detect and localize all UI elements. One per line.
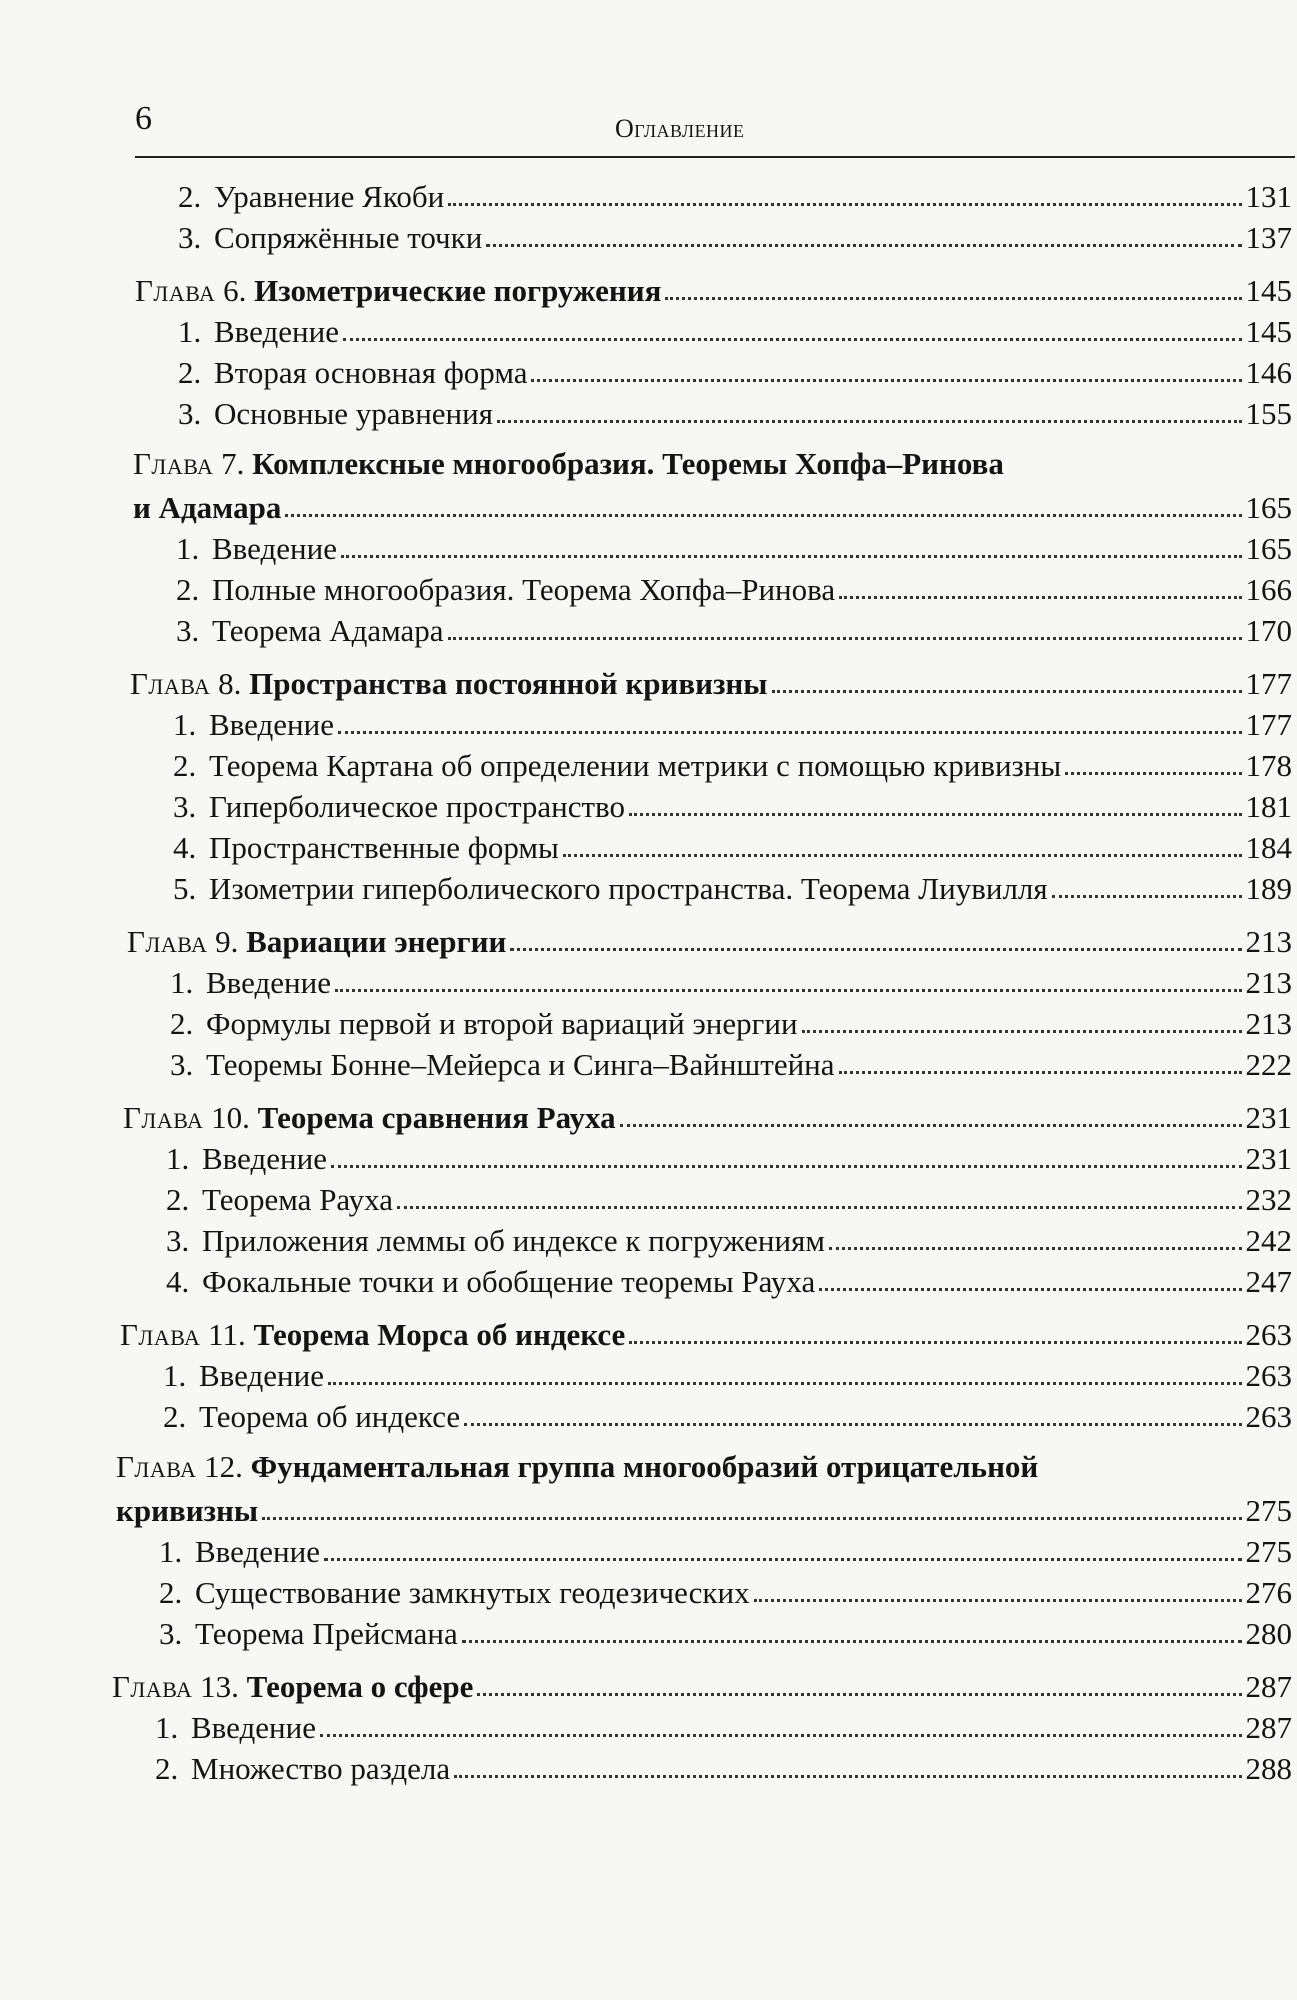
chapter-label: Глава: [116, 1449, 197, 1484]
page-ref: 276: [1245, 1575, 1292, 1610]
section-number: 3.: [170, 1047, 194, 1082]
toc-section-row-label: [163, 1360, 324, 1391]
chapter-label: Глава: [112, 1669, 193, 1704]
dot-leader: [262, 1517, 1241, 1520]
toc-chapter-row-label: [116, 1495, 258, 1526]
chapter-label: Глава: [135, 273, 216, 308]
toc-section-row-label: [173, 873, 1048, 904]
toc-section-row: [166, 1171, 1292, 1215]
toc-section-row-label: [163, 1401, 460, 1432]
page-ref: 231: [1245, 1100, 1292, 1135]
dot-leader: [397, 1206, 1242, 1209]
section-title: Теоремы Бонне–Мейерса и Синга–Вайнштейна: [206, 1047, 835, 1082]
page-ref: 166: [1245, 572, 1292, 607]
dot-leader: [448, 637, 1242, 640]
section-title: Гиперболическое пространство: [209, 789, 625, 824]
section-number: 2.: [166, 1182, 190, 1217]
chapter-heading: [133, 446, 1004, 482]
section-number: 2.: [178, 179, 202, 214]
section-number: 2.: [178, 355, 202, 390]
chapter-number: 12.: [204, 1449, 243, 1484]
dot-leader: [285, 514, 1241, 517]
toc-section-row-label: [178, 222, 482, 253]
page-ref: 231: [1245, 1141, 1292, 1176]
chapter-title: Изометрические погружения: [254, 273, 662, 308]
toc-section-row: [163, 1347, 1292, 1391]
toc-section-row-label: [170, 1049, 835, 1080]
section-number: 1.: [166, 1141, 190, 1176]
section-title: Пространственные формы: [209, 830, 559, 865]
toc-chapter-row: [130, 655, 1292, 699]
chapter-label: Глава: [120, 1317, 201, 1352]
section-number: 1.: [178, 314, 202, 349]
toc-section-row-label: [173, 832, 559, 863]
toc-chapter-row-label: [127, 926, 506, 957]
section-number: 4.: [166, 1264, 190, 1299]
toc-section-row: [166, 1253, 1292, 1297]
toc-section-row: [155, 1740, 1292, 1784]
section-number: 3.: [178, 396, 202, 431]
section-number: 2.: [173, 748, 197, 783]
toc-section-row-label: [178, 181, 444, 212]
section-number: 1.: [176, 531, 200, 566]
toc-section-row-label: [159, 1577, 750, 1608]
section-title: Приложения леммы об индексе к погружениям: [202, 1223, 825, 1258]
dot-leader: [486, 244, 1241, 247]
section-title: Введение: [202, 1141, 327, 1176]
page-ref: 287: [1245, 1669, 1292, 1704]
section-number: 2.: [163, 1399, 187, 1434]
toc-section-row: [166, 1130, 1292, 1174]
toc-section-row: [173, 696, 1292, 740]
toc-section-row: [178, 344, 1292, 388]
toc-section-row-label: [170, 1008, 798, 1039]
section-number: 2.: [170, 1006, 194, 1041]
toc-section-row: [178, 303, 1292, 347]
section-title: Введение: [214, 314, 339, 349]
dot-leader: [448, 203, 1241, 206]
chapter-number: 8.: [218, 666, 242, 701]
page-ref: 184: [1245, 830, 1292, 865]
dot-leader: [819, 1288, 1241, 1291]
section-number: 3.: [166, 1223, 190, 1258]
section-number: 3.: [173, 789, 197, 824]
toc-section-row: [173, 778, 1292, 822]
page-ref: 263: [1245, 1399, 1292, 1434]
toc-section-row: [170, 954, 1292, 998]
dot-leader: [341, 555, 1242, 558]
toc-section-row: [173, 737, 1292, 781]
section-number: 3.: [178, 220, 202, 255]
page-ref: 288: [1245, 1751, 1292, 1786]
dot-leader: [477, 1693, 1241, 1696]
chapter-number: 6.: [223, 273, 247, 308]
dot-leader: [510, 948, 1241, 951]
toc-section-row: [176, 602, 1292, 646]
header-rule: [135, 156, 1295, 158]
section-number: 2.: [176, 572, 200, 607]
page-ref: 177: [1245, 666, 1292, 701]
page-ref: 178: [1245, 748, 1292, 783]
section-number: 4.: [173, 830, 197, 865]
toc-section-row: [159, 1564, 1292, 1608]
section-number: 1.: [170, 965, 194, 1000]
toc-section-row-label: [166, 1266, 815, 1297]
toc-section-row-label: [176, 533, 337, 564]
toc-section-row-label: [159, 1618, 458, 1649]
chapter-label: Глава: [133, 446, 214, 481]
dot-leader: [1065, 772, 1241, 775]
toc-section-row-label: [155, 1753, 450, 1784]
chapter-title-continued: и Адамара: [133, 490, 282, 525]
page-ref: 189: [1245, 871, 1292, 906]
section-title: Теорема Рауха: [202, 1182, 393, 1217]
toc-section-row-label: [170, 967, 331, 998]
toc-section-row: [170, 1036, 1292, 1080]
toc-section-row-label: [155, 1712, 316, 1743]
dot-leader: [563, 854, 1242, 857]
chapter-heading: [116, 1449, 1038, 1485]
toc-section-row: [176, 520, 1292, 564]
page-header: [135, 100, 1295, 160]
section-number: 2.: [159, 1575, 183, 1610]
page-ref: 181: [1245, 789, 1292, 824]
chapter-label: Глава: [127, 924, 208, 959]
dot-leader: [335, 989, 1242, 992]
chapter-number: 10.: [211, 1100, 250, 1135]
toc-chapter-row-label: [123, 1102, 616, 1133]
section-title: Введение: [212, 531, 337, 566]
section-title: Теорема Прейсмана: [195, 1616, 458, 1651]
running-title: Оглавление: [615, 114, 745, 143]
toc-chapter-row: [116, 1482, 1292, 1526]
dot-leader: [331, 1165, 1242, 1168]
page-ref: 275: [1245, 1493, 1292, 1528]
page-ref: 145: [1245, 314, 1292, 349]
toc-section-row: [178, 168, 1292, 212]
toc-section-row: [163, 1388, 1292, 1432]
chapter-title: Фундаментальная группа многообразий отрицательной: [250, 1449, 1039, 1484]
toc-chapter-row: [120, 1306, 1292, 1350]
section-title: Введение: [191, 1710, 316, 1745]
dot-leader: [829, 1247, 1242, 1250]
toc-chapter-row-label: [120, 1319, 625, 1350]
toc-section-row: [155, 1699, 1292, 1743]
toc-chapter-row-label: [133, 492, 281, 523]
dot-leader: [497, 420, 1242, 423]
toc-section-row: [173, 860, 1292, 904]
chapter-number: 9.: [215, 924, 239, 959]
page-number: 6: [135, 100, 152, 137]
toc-section-row-label: [166, 1225, 825, 1256]
toc-chapter-row: [135, 262, 1292, 306]
dot-leader: [462, 1640, 1242, 1643]
page-ref: 170: [1245, 613, 1292, 648]
toc-section-row: [173, 819, 1292, 863]
chapter-number: 11.: [208, 1317, 246, 1352]
toc-section-row-label: [159, 1536, 320, 1567]
chapter-label: Глава: [130, 666, 211, 701]
toc-section-row-label: [176, 615, 444, 646]
dot-leader: [343, 338, 1242, 341]
dot-leader: [629, 813, 1242, 816]
dot-leader: [320, 1734, 1242, 1737]
toc-section-row-label: [173, 709, 334, 740]
toc-section-row: [159, 1523, 1292, 1567]
toc-section-row: [159, 1605, 1292, 1649]
toc-chapter-row-label: [130, 668, 768, 699]
toc-chapter-row: [127, 913, 1292, 957]
section-number: 3.: [159, 1616, 183, 1651]
toc-section-row-label: [166, 1143, 327, 1174]
dot-leader: [338, 731, 1242, 734]
section-number: 1.: [163, 1358, 187, 1393]
dot-leader: [464, 1423, 1241, 1426]
chapter-title-continued: кривизны: [116, 1493, 259, 1528]
chapter-title: Комплексные многообразия. Теоремы Хопфа–Ринова: [252, 446, 1004, 481]
chapter-title: Теорема о сфере: [246, 1669, 474, 1704]
section-title: Вторая основная форма: [214, 355, 528, 390]
page-ref: 263: [1245, 1317, 1292, 1352]
chapter-title: Пространства постоянной кривизны: [249, 666, 768, 701]
toc-section-row-label: [176, 574, 835, 605]
toc-section-row: [170, 995, 1292, 1039]
dot-leader: [839, 596, 1241, 599]
chapter-number: 7.: [221, 446, 245, 481]
dot-leader: [324, 1558, 1242, 1561]
dot-leader: [531, 379, 1241, 382]
section-number: 1.: [159, 1534, 183, 1569]
section-title: Теорема об индексе: [199, 1399, 461, 1434]
section-title: Теорема Картана об определении метрики с помощью кривизны: [209, 748, 1062, 783]
chapter-title: Теорема Морса об индексе: [253, 1317, 626, 1352]
chapter-title: Теорема сравнения Рауха: [257, 1100, 616, 1135]
toc-section-row: [178, 209, 1292, 253]
page-ref: 165: [1245, 531, 1292, 566]
page-ref: 177: [1245, 707, 1292, 742]
toc-chapter-row-label: [112, 1671, 473, 1702]
dot-leader: [802, 1030, 1242, 1033]
toc-section-row: [176, 561, 1292, 605]
page-ref: 155: [1245, 396, 1292, 431]
page-ref: 247: [1245, 1264, 1292, 1299]
toc-chapter-row-label: [135, 275, 661, 306]
chapter-label: Глава: [123, 1100, 204, 1135]
dot-leader: [772, 690, 1242, 693]
section-title: Существование замкнутых геодезических: [195, 1575, 750, 1610]
page-ref: 263: [1245, 1358, 1292, 1393]
page-ref: 242: [1245, 1223, 1292, 1258]
page-ref: 131: [1245, 179, 1292, 214]
toc-chapter-row: [123, 1089, 1292, 1133]
section-number: 1.: [173, 707, 197, 742]
page-ref: 287: [1245, 1710, 1292, 1745]
page-ref: 146: [1245, 355, 1292, 390]
dot-leader: [620, 1124, 1242, 1127]
page-ref: 145: [1245, 273, 1292, 308]
page-ref: 232: [1245, 1182, 1292, 1217]
page-ref: 222: [1245, 1047, 1292, 1082]
section-title: Введение: [199, 1358, 324, 1393]
section-title: Уравнение Якоби: [214, 179, 445, 214]
toc-section-row-label: [166, 1184, 393, 1215]
page-ref: 213: [1245, 924, 1292, 959]
section-title: Формулы первой и второй вариаций энергии: [206, 1006, 798, 1041]
section-number: 1.: [155, 1710, 179, 1745]
toc-section-row: [178, 385, 1292, 429]
section-title: Полные многообразия. Теорема Хопфа–Ринова: [212, 572, 836, 607]
page-ref: 213: [1245, 1006, 1292, 1041]
section-number: 3.: [176, 613, 200, 648]
page-ref: 165: [1245, 490, 1292, 525]
dot-leader: [1052, 895, 1242, 898]
toc-section-row: [166, 1212, 1292, 1256]
section-title: Сопряжённые точки: [214, 220, 483, 255]
dot-leader: [754, 1599, 1242, 1602]
toc-section-row-label: [178, 316, 339, 347]
toc-section-row-label: [178, 357, 527, 388]
section-number: 2.: [155, 1751, 179, 1786]
dot-leader: [629, 1341, 1241, 1344]
dot-leader: [665, 297, 1241, 300]
dot-leader: [328, 1382, 1242, 1385]
dot-leader: [839, 1071, 1242, 1074]
page-ref: 137: [1245, 220, 1292, 255]
page-ref: 275: [1245, 1534, 1292, 1569]
dot-leader: [454, 1775, 1241, 1778]
section-title: Фокальные точки и обобщение теоремы Рауха: [202, 1264, 816, 1299]
section-title: Множество раздела: [191, 1751, 451, 1786]
section-title: Введение: [206, 965, 331, 1000]
toc-chapter-row: [112, 1658, 1292, 1702]
chapter-title: Вариации энергии: [246, 924, 507, 959]
page-ref: 213: [1245, 965, 1292, 1000]
toc-section-row-label: [173, 750, 1061, 781]
toc-chapter-row: [133, 479, 1292, 523]
chapter-number: 13.: [200, 1669, 239, 1704]
section-title: Введение: [209, 707, 334, 742]
page-ref: 280: [1245, 1616, 1292, 1651]
section-title: Введение: [195, 1534, 320, 1569]
section-title: Теорема Адамара: [212, 613, 444, 648]
section-number: 5.: [173, 871, 197, 906]
section-title: Основные уравнения: [214, 396, 493, 431]
toc-section-row-label: [173, 791, 625, 822]
toc-section-row-label: [178, 398, 493, 429]
section-title: Изометрии гиперболического пространства. Теорема Лиувилля: [209, 871, 1048, 906]
